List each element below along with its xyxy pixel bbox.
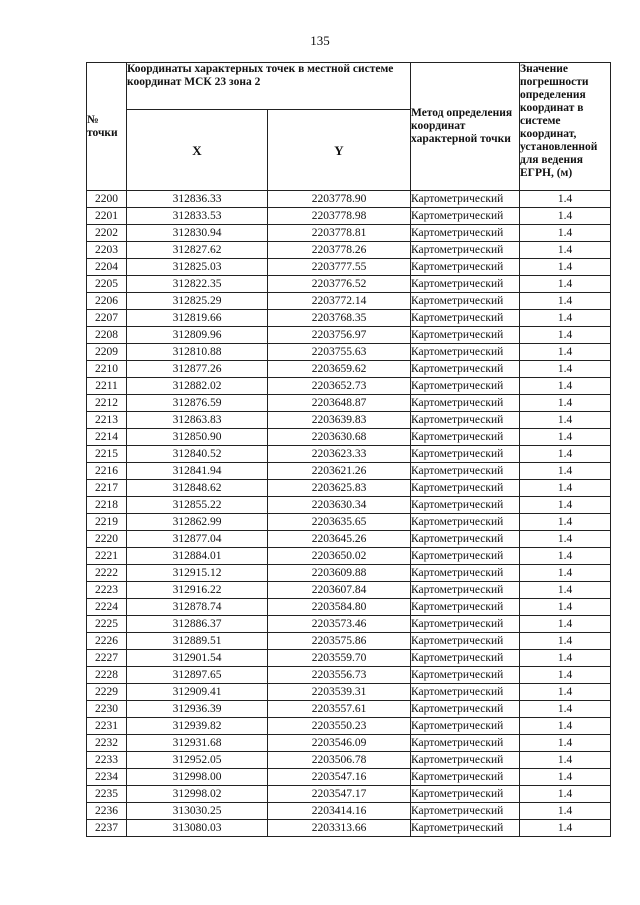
table-row xyxy=(87,293,611,310)
point-number-cell: 2226 xyxy=(87,633,127,650)
error-value-cell: 1.4 xyxy=(520,293,611,310)
method-cell: Картометрический xyxy=(411,344,520,361)
method-cell: Картометрический xyxy=(411,276,520,293)
x-coordinate-cell: 312882.02 xyxy=(127,378,268,395)
error-value-cell: 1.4 xyxy=(520,565,611,582)
table-row xyxy=(87,480,611,497)
coordinates-table xyxy=(86,62,611,837)
header-y: Y xyxy=(268,110,411,191)
table-row xyxy=(87,191,611,208)
table-row xyxy=(87,786,611,803)
method-cell: Картометрический xyxy=(411,701,520,718)
y-coordinate-cell: 2203539.31 xyxy=(268,684,411,701)
y-coordinate-cell: 2203772.14 xyxy=(268,293,411,310)
point-number-cell: 2219 xyxy=(87,514,127,531)
error-value-cell: 1.4 xyxy=(520,310,611,327)
y-coordinate-cell: 2203778.98 xyxy=(268,208,411,225)
method-cell: Картометрический xyxy=(411,225,520,242)
header-error: Значение погрешности определения координат в системе координат, установленной для ведения ЕГРН, (м) xyxy=(520,63,611,191)
error-value-cell: 1.4 xyxy=(520,344,611,361)
table-row xyxy=(87,735,611,752)
method-cell: Картометрический xyxy=(411,599,520,616)
table-row xyxy=(87,242,611,259)
x-coordinate-cell: 312827.62 xyxy=(127,242,268,259)
table-row xyxy=(87,378,611,395)
x-coordinate-cell: 312825.29 xyxy=(127,293,268,310)
method-cell: Картометрический xyxy=(411,208,520,225)
error-value-cell: 1.4 xyxy=(520,701,611,718)
point-number-cell: 2211 xyxy=(87,378,127,395)
x-coordinate-cell: 312862.99 xyxy=(127,514,268,531)
point-number-cell: 2215 xyxy=(87,446,127,463)
x-coordinate-cell: 312850.90 xyxy=(127,429,268,446)
point-number-cell: 2227 xyxy=(87,650,127,667)
point-number-cell: 2222 xyxy=(87,565,127,582)
error-value-cell: 1.4 xyxy=(520,769,611,786)
point-number-cell: 2228 xyxy=(87,667,127,684)
table-body xyxy=(87,191,611,837)
y-coordinate-cell: 2203778.26 xyxy=(268,242,411,259)
error-value-cell: 1.4 xyxy=(520,548,611,565)
error-value-cell: 1.4 xyxy=(520,259,611,276)
y-coordinate-cell: 2203414.16 xyxy=(268,803,411,820)
x-coordinate-cell: 313080.03 xyxy=(127,820,268,837)
error-value-cell: 1.4 xyxy=(520,820,611,837)
error-value-cell: 1.4 xyxy=(520,633,611,650)
x-coordinate-cell: 312916.22 xyxy=(127,582,268,599)
point-number-cell: 2217 xyxy=(87,480,127,497)
table-row xyxy=(87,820,611,837)
point-number-cell: 2208 xyxy=(87,327,127,344)
table-row xyxy=(87,497,611,514)
method-cell: Картометрический xyxy=(411,327,520,344)
x-coordinate-cell: 312915.12 xyxy=(127,565,268,582)
method-cell: Картометрический xyxy=(411,429,520,446)
point-number-cell: 2214 xyxy=(87,429,127,446)
x-coordinate-cell: 312998.00 xyxy=(127,769,268,786)
x-coordinate-cell: 312810.88 xyxy=(127,344,268,361)
table-row xyxy=(87,616,611,633)
table-row xyxy=(87,548,611,565)
error-value-cell: 1.4 xyxy=(520,667,611,684)
table-row xyxy=(87,208,611,225)
error-value-cell: 1.4 xyxy=(520,378,611,395)
y-coordinate-cell: 2203630.68 xyxy=(268,429,411,446)
point-number-cell: 2229 xyxy=(87,684,127,701)
table-row xyxy=(87,582,611,599)
error-value-cell: 1.4 xyxy=(520,429,611,446)
y-coordinate-cell: 2203506.78 xyxy=(268,752,411,769)
table-row xyxy=(87,446,611,463)
error-value-cell: 1.4 xyxy=(520,497,611,514)
point-number-cell: 2221 xyxy=(87,548,127,565)
header-coordinates-group: Координаты характерных точек в местной системе координат МСК 23 зона 2 xyxy=(127,63,411,110)
error-value-cell: 1.4 xyxy=(520,208,611,225)
table-row xyxy=(87,225,611,242)
table-row xyxy=(87,667,611,684)
table-row xyxy=(87,565,611,582)
x-coordinate-cell: 312830.94 xyxy=(127,225,268,242)
point-number-cell: 2220 xyxy=(87,531,127,548)
table-row xyxy=(87,650,611,667)
method-cell: Картометрический xyxy=(411,412,520,429)
table-row xyxy=(87,752,611,769)
method-cell: Картометрический xyxy=(411,565,520,582)
y-coordinate-cell: 2203547.16 xyxy=(268,769,411,786)
y-coordinate-cell: 2203556.73 xyxy=(268,667,411,684)
y-coordinate-cell: 2203575.86 xyxy=(268,633,411,650)
y-coordinate-cell: 2203648.87 xyxy=(268,395,411,412)
x-coordinate-cell: 312939.82 xyxy=(127,718,268,735)
error-value-cell: 1.4 xyxy=(520,412,611,429)
y-coordinate-cell: 2203557.61 xyxy=(268,701,411,718)
point-number-cell: 2232 xyxy=(87,735,127,752)
error-value-cell: 1.4 xyxy=(520,446,611,463)
x-coordinate-cell: 312884.01 xyxy=(127,548,268,565)
error-value-cell: 1.4 xyxy=(520,242,611,259)
y-coordinate-cell: 2203777.55 xyxy=(268,259,411,276)
table-row xyxy=(87,395,611,412)
error-value-cell: 1.4 xyxy=(520,786,611,803)
error-value-cell: 1.4 xyxy=(520,276,611,293)
table-row xyxy=(87,701,611,718)
point-number-cell: 2225 xyxy=(87,616,127,633)
point-number-cell: 2224 xyxy=(87,599,127,616)
x-coordinate-cell: 312886.37 xyxy=(127,616,268,633)
method-cell: Картометрический xyxy=(411,548,520,565)
error-value-cell: 1.4 xyxy=(520,616,611,633)
point-number-cell: 2201 xyxy=(87,208,127,225)
point-number-cell: 2213 xyxy=(87,412,127,429)
y-coordinate-cell: 2203635.65 xyxy=(268,514,411,531)
y-coordinate-cell: 2203778.90 xyxy=(268,191,411,208)
table-row xyxy=(87,463,611,480)
point-number-cell: 2236 xyxy=(87,803,127,820)
point-number-cell: 2202 xyxy=(87,225,127,242)
method-cell: Картометрический xyxy=(411,480,520,497)
x-coordinate-cell: 312840.52 xyxy=(127,446,268,463)
x-coordinate-cell: 312863.83 xyxy=(127,412,268,429)
method-cell: Картометрический xyxy=(411,531,520,548)
error-value-cell: 1.4 xyxy=(520,684,611,701)
y-coordinate-cell: 2203652.73 xyxy=(268,378,411,395)
error-value-cell: 1.4 xyxy=(520,718,611,735)
table-row xyxy=(87,684,611,701)
y-coordinate-cell: 2203550.23 xyxy=(268,718,411,735)
x-coordinate-cell: 312931.68 xyxy=(127,735,268,752)
header-row-top xyxy=(87,63,611,110)
method-cell: Картометрический xyxy=(411,803,520,820)
method-cell: Картометрический xyxy=(411,633,520,650)
x-coordinate-cell: 312889.51 xyxy=(127,633,268,650)
table-row xyxy=(87,310,611,327)
y-coordinate-cell: 2203573.46 xyxy=(268,616,411,633)
x-coordinate-cell: 312878.74 xyxy=(127,599,268,616)
table-row xyxy=(87,429,611,446)
method-cell: Картометрический xyxy=(411,497,520,514)
point-number-cell: 2235 xyxy=(87,786,127,803)
method-cell: Картометрический xyxy=(411,378,520,395)
error-value-cell: 1.4 xyxy=(520,531,611,548)
x-coordinate-cell: 312901.54 xyxy=(127,650,268,667)
point-number-cell: 2210 xyxy=(87,361,127,378)
y-coordinate-cell: 2203650.02 xyxy=(268,548,411,565)
method-cell: Картометрический xyxy=(411,446,520,463)
y-coordinate-cell: 2203607.84 xyxy=(268,582,411,599)
method-cell: Картометрический xyxy=(411,259,520,276)
y-coordinate-cell: 2203623.33 xyxy=(268,446,411,463)
error-value-cell: 1.4 xyxy=(520,752,611,769)
point-number-cell: 2206 xyxy=(87,293,127,310)
x-coordinate-cell: 313030.25 xyxy=(127,803,268,820)
y-coordinate-cell: 2203546.09 xyxy=(268,735,411,752)
error-value-cell: 1.4 xyxy=(520,463,611,480)
y-coordinate-cell: 2203755.63 xyxy=(268,344,411,361)
x-coordinate-cell: 312998.02 xyxy=(127,786,268,803)
x-coordinate-cell: 312909.41 xyxy=(127,684,268,701)
method-cell: Картометрический xyxy=(411,361,520,378)
y-coordinate-cell: 2203659.62 xyxy=(268,361,411,378)
method-cell: Картометрический xyxy=(411,191,520,208)
x-coordinate-cell: 312877.04 xyxy=(127,531,268,548)
header-point-number: № точки xyxy=(87,63,127,191)
method-cell: Картометрический xyxy=(411,820,520,837)
method-cell: Картометрический xyxy=(411,293,520,310)
method-cell: Картометрический xyxy=(411,650,520,667)
error-value-cell: 1.4 xyxy=(520,361,611,378)
table-row xyxy=(87,599,611,616)
y-coordinate-cell: 2203547.17 xyxy=(268,786,411,803)
x-coordinate-cell: 312833.53 xyxy=(127,208,268,225)
y-coordinate-cell: 2203639.83 xyxy=(268,412,411,429)
x-coordinate-cell: 312836.33 xyxy=(127,191,268,208)
table-row xyxy=(87,531,611,548)
table-row xyxy=(87,718,611,735)
method-cell: Картометрический xyxy=(411,718,520,735)
error-value-cell: 1.4 xyxy=(520,514,611,531)
point-number-cell: 2205 xyxy=(87,276,127,293)
table-row xyxy=(87,276,611,293)
method-cell: Картометрический xyxy=(411,684,520,701)
x-coordinate-cell: 312841.94 xyxy=(127,463,268,480)
table-row xyxy=(87,769,611,786)
error-value-cell: 1.4 xyxy=(520,480,611,497)
y-coordinate-cell: 2203313.66 xyxy=(268,820,411,837)
method-cell: Картометрический xyxy=(411,463,520,480)
point-number-cell: 2204 xyxy=(87,259,127,276)
y-coordinate-cell: 2203609.88 xyxy=(268,565,411,582)
point-number-cell: 2209 xyxy=(87,344,127,361)
table-row xyxy=(87,514,611,531)
table-row xyxy=(87,327,611,344)
y-coordinate-cell: 2203778.81 xyxy=(268,225,411,242)
page-number: 135 xyxy=(310,33,330,48)
point-number-cell: 2200 xyxy=(87,191,127,208)
x-coordinate-cell: 312952.05 xyxy=(127,752,268,769)
y-coordinate-cell: 2203630.34 xyxy=(268,497,411,514)
y-coordinate-cell: 2203756.97 xyxy=(268,327,411,344)
x-coordinate-cell: 312848.62 xyxy=(127,480,268,497)
x-coordinate-cell: 312822.35 xyxy=(127,276,268,293)
x-coordinate-cell: 312855.22 xyxy=(127,497,268,514)
error-value-cell: 1.4 xyxy=(520,599,611,616)
error-value-cell: 1.4 xyxy=(520,225,611,242)
error-value-cell: 1.4 xyxy=(520,650,611,667)
method-cell: Картометрический xyxy=(411,242,520,259)
table-row xyxy=(87,803,611,820)
table-row xyxy=(87,344,611,361)
error-value-cell: 1.4 xyxy=(520,803,611,820)
y-coordinate-cell: 2203621.26 xyxy=(268,463,411,480)
y-coordinate-cell: 2203559.70 xyxy=(268,650,411,667)
header-x: X xyxy=(127,110,268,191)
y-coordinate-cell: 2203645.26 xyxy=(268,531,411,548)
y-coordinate-cell: 2203768.35 xyxy=(268,310,411,327)
point-number-cell: 2216 xyxy=(87,463,127,480)
table-row xyxy=(87,361,611,378)
method-cell: Картометрический xyxy=(411,514,520,531)
table-row xyxy=(87,412,611,429)
point-number-cell: 2231 xyxy=(87,718,127,735)
point-number-cell: 2207 xyxy=(87,310,127,327)
point-number-cell: 2223 xyxy=(87,582,127,599)
x-coordinate-cell: 312819.66 xyxy=(127,310,268,327)
point-number-cell: 2203 xyxy=(87,242,127,259)
table-row xyxy=(87,259,611,276)
header-method: Метод определения координат характерной точки xyxy=(411,63,520,191)
point-number-cell: 2218 xyxy=(87,497,127,514)
error-value-cell: 1.4 xyxy=(520,582,611,599)
x-coordinate-cell: 312877.26 xyxy=(127,361,268,378)
x-coordinate-cell: 312825.03 xyxy=(127,259,268,276)
error-value-cell: 1.4 xyxy=(520,191,611,208)
method-cell: Картометрический xyxy=(411,752,520,769)
method-cell: Картометрический xyxy=(411,310,520,327)
method-cell: Картометрический xyxy=(411,769,520,786)
method-cell: Картометрический xyxy=(411,582,520,599)
method-cell: Картометрический xyxy=(411,735,520,752)
method-cell: Картометрический xyxy=(411,395,520,412)
error-value-cell: 1.4 xyxy=(520,395,611,412)
error-value-cell: 1.4 xyxy=(520,327,611,344)
table-row xyxy=(87,633,611,650)
error-value-cell: 1.4 xyxy=(520,735,611,752)
x-coordinate-cell: 312876.59 xyxy=(127,395,268,412)
point-number-cell: 2212 xyxy=(87,395,127,412)
x-coordinate-cell: 312809.96 xyxy=(127,327,268,344)
y-coordinate-cell: 2203776.52 xyxy=(268,276,411,293)
point-number-cell: 2237 xyxy=(87,820,127,837)
point-number-cell: 2234 xyxy=(87,769,127,786)
y-coordinate-cell: 2203625.83 xyxy=(268,480,411,497)
x-coordinate-cell: 312936.39 xyxy=(127,701,268,718)
point-number-cell: 2233 xyxy=(87,752,127,769)
point-number-cell: 2230 xyxy=(87,701,127,718)
method-cell: Картометрический xyxy=(411,786,520,803)
method-cell: Картометрический xyxy=(411,667,520,684)
method-cell: Картометрический xyxy=(411,616,520,633)
y-coordinate-cell: 2203584.80 xyxy=(268,599,411,616)
x-coordinate-cell: 312897.65 xyxy=(127,667,268,684)
